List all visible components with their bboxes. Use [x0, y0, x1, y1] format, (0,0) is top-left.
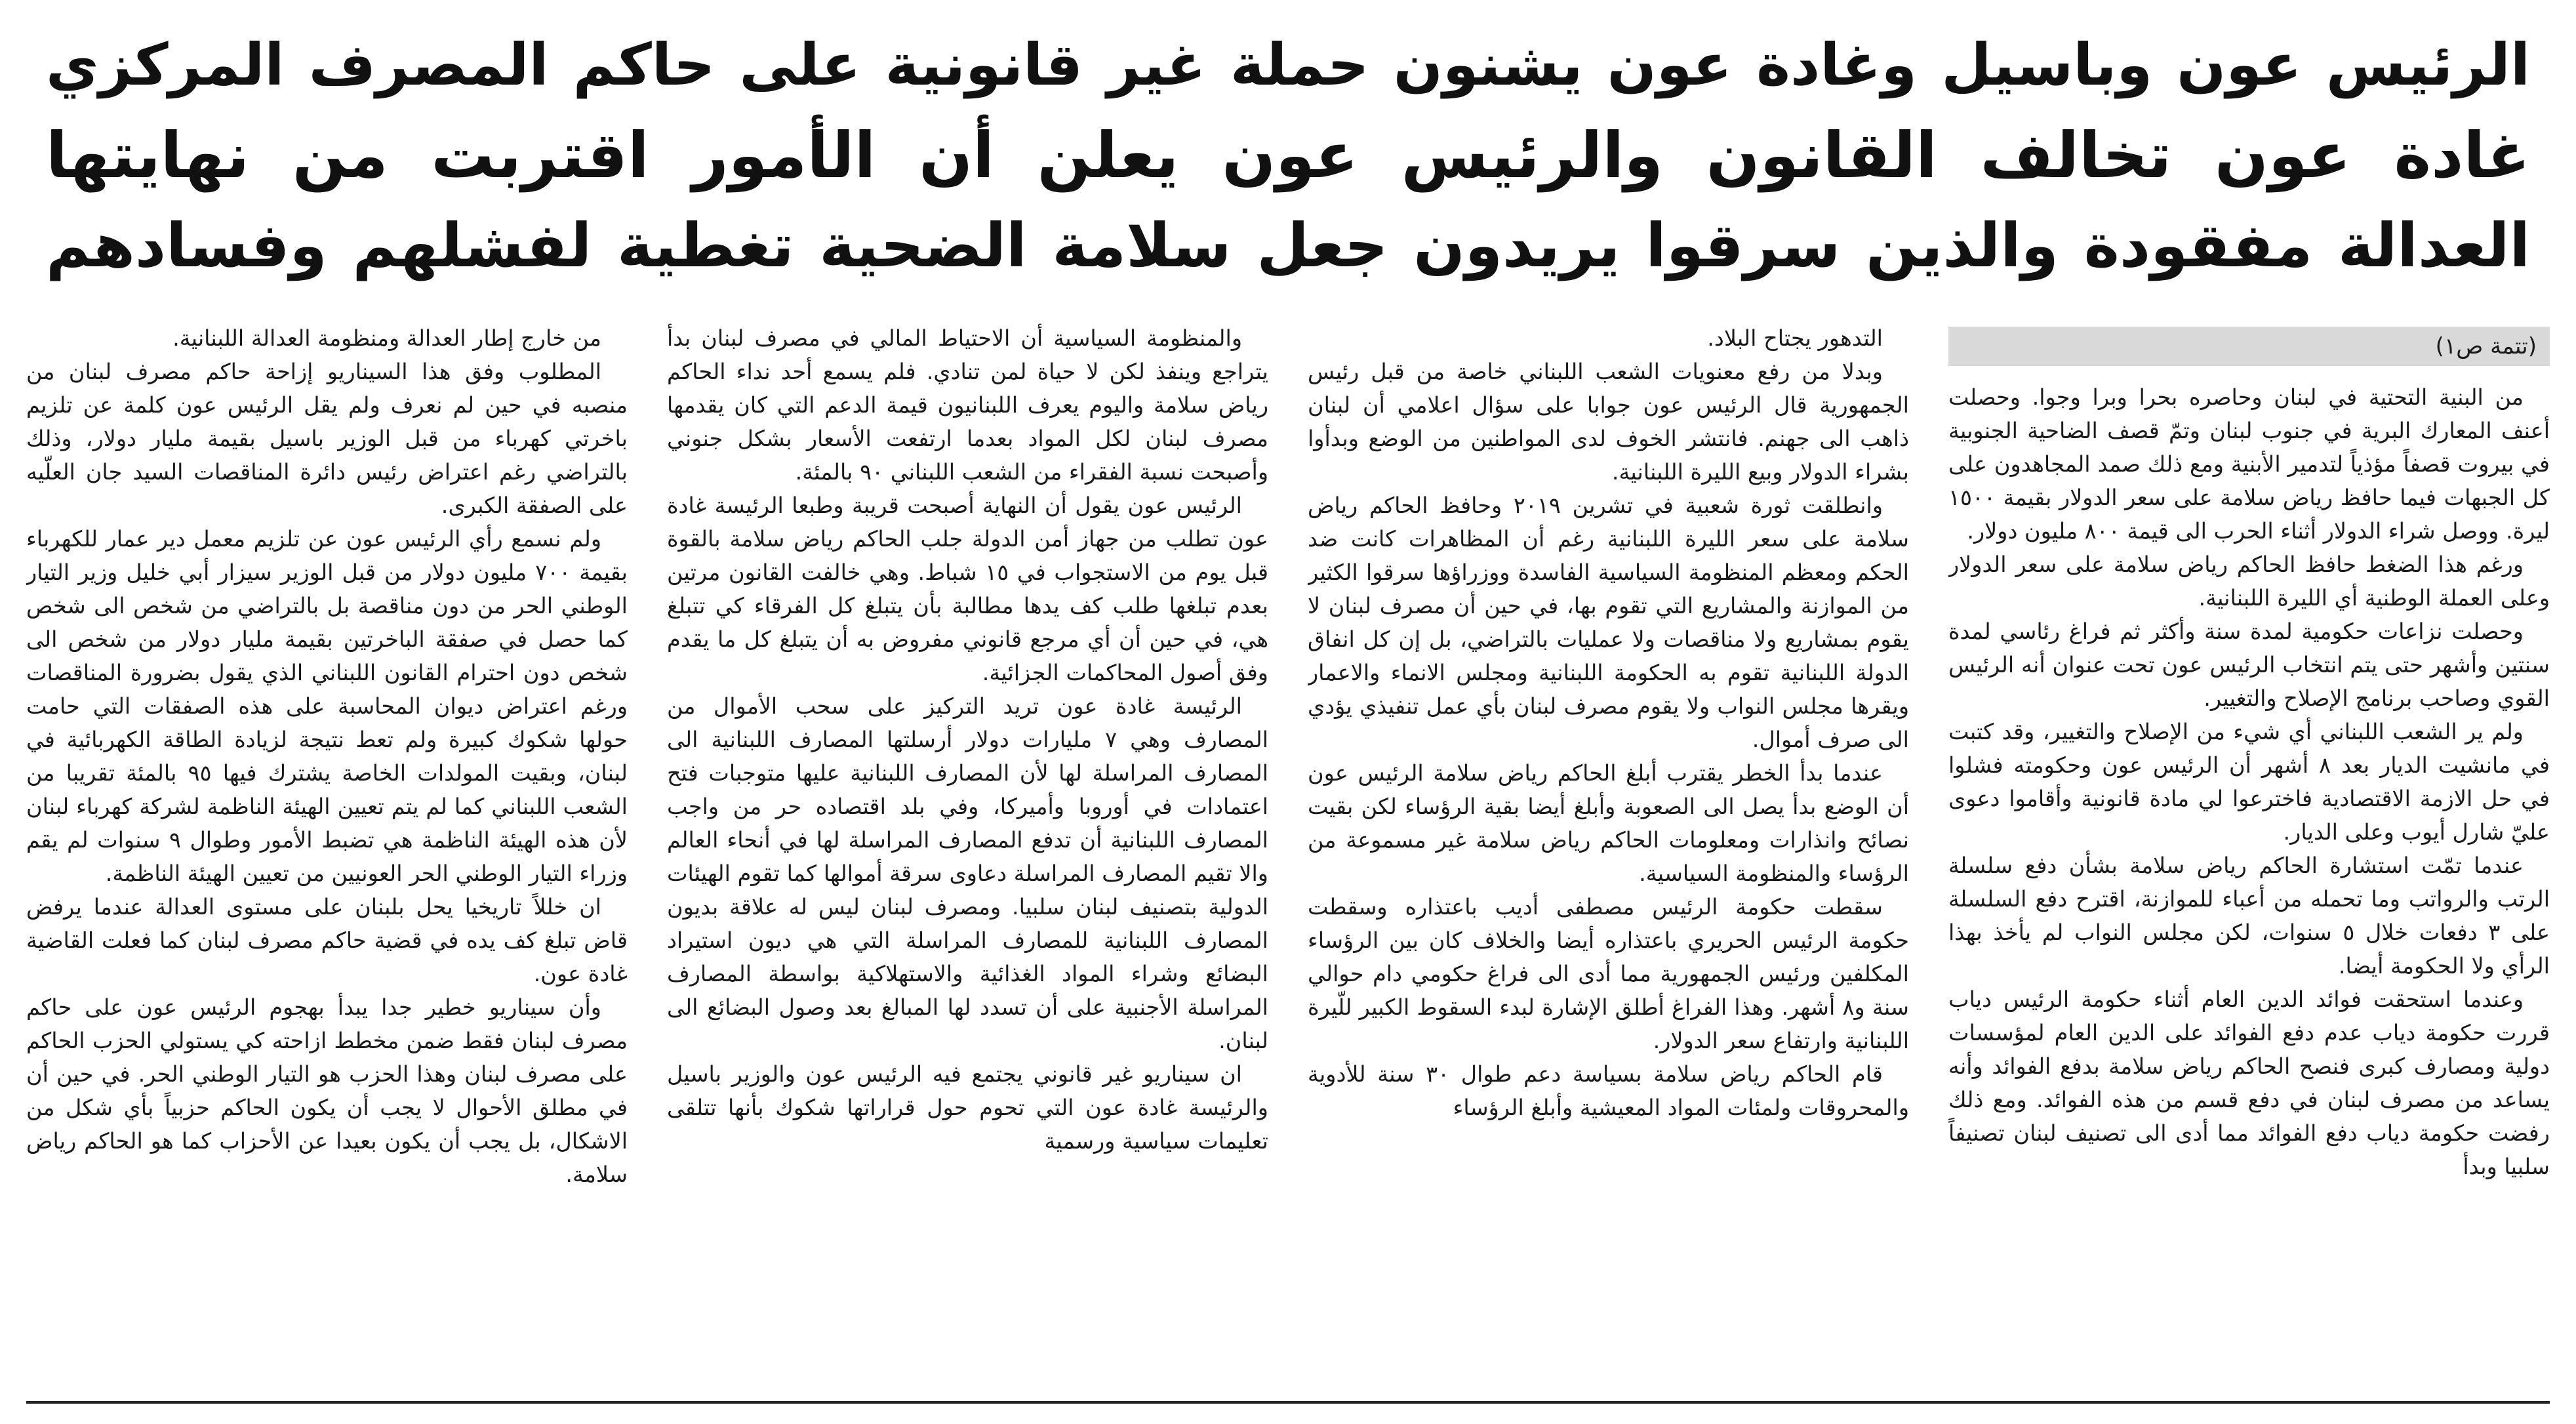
headline-line-2: غادة عون تخالف القانون والرئيس عون يعلن أن الأمور اقتربت من نهايتها [46, 119, 2530, 192]
paragraph: سقطت حكومة الرئيس مصطفى أديب باعتذاره وسقطت حكومة الرئيس الحريري باعتذاره أيضا والخلاف كان بين الرؤساء المكلفين ورئيس الجمهورية مما أدى الى فراغ حكومي دام حوالي سنة و٨ أشهر. وهذا الفراغ أطلق الإشارة لبدء السقوط الكبير للّيرة اللبنانية وارتفاع سعر الدولار. [1308, 894, 1909, 1053]
paragraph: قام الحاكم رياض سلامة بسياسة دعم طوال ٣٠ سنة للأدوية والمحروقات ولمئات المواد المعيشية وأبلغ الرؤساء [1308, 1061, 1909, 1120]
bottom-divider [26, 1401, 2550, 1404]
newspaper-page [26, 13, 2550, 1404]
article-column-3 [667, 321, 1268, 1404]
headline-line-3: العدالة مفقودة والذين سرقوا يريدون جعل سلامة الضحية تغطية لفشلهم وفسادهم [46, 211, 2530, 281]
headline-block [26, 13, 2550, 291]
paragraph: ان سيناريو غير قانوني يجتمع فيه الرئيس عون والوزير باسيل والرئيسة غادة عون التي تحوم حول قراراتها شكوك بأنها تتلقى تعليمات سياسية ورسمية [667, 1061, 1268, 1154]
paragraph: عندما بدأ الخطر يقترب أبلغ الحاكم رياض سلامة الرئيس عون أن الوضع بدأ يصل الى الصعوبة وأبلغ أيضا بقية الرؤساء لكن بقيت نصائح وانذارات ومعلومات الحاكم رياض سلامة غير مسموعة من الرؤساء والمنظومة السياسية. [1308, 760, 1909, 886]
paragraph: والمنظومة السياسية أن الاحتياط المالي في مصرف لبنان بدأ يتراجع وينفذ لكن لا حياة لمن تنادي. فلم يسمع أحد نداء الحاكم رياض سلامة واليوم يعرف اللبنانيون قيمة الدعم التي كان يقدمها مصرف لبنان لكل المواد بعدما ارتفعت الأسعار بشكل جنوني وأصبحت نسبة الفقراء من الشعب اللبناني ٩٠ بالمئة. [667, 325, 1268, 485]
paragraph: ولم نسمع رأي الرئيس عون عن تلزيم معمل دير عمار للكهرباء بقيمة ٧٠٠ مليون دولار من قبل الوزير سيزار أبي خليل وزير التيار الوطني الحر من دون مناقصة بل بالتراضي من شخص الى شخص كما حصل في صفقة الباخرتين بقيمة مليار دولار من شخص الى شخص دون احترام القانون اللبناني الذي يقول بضرورة المناقصات ورغم اعتراض ديوان المحاسبة على هذه الصفقات التي حامت حولها شكوك كبيرة ولم تعط نتيجة لزيادة الطاقة الكهربائية في لبنان، وبقيت المولدات الخاصة يشترك فيها ٩٥ بالمئة تقريبا من الشعب اللبناني كما لم يتم تعيين الهيئة الناظمة لشركة كهرباء لبنان لأن هذه الهيئة الناظمة هي تضبط الأمور وطوال ٩ سنوات لم يقم وزراء التيار الوطني الحر العونيين من تعيين الهيئة الناظمة. [26, 526, 628, 886]
paragraph: ورغم هذا الضغط حافظ الحاكم رياض سلامة على سعر الدولار وعلى العملة الوطنية أي الليرة اللبنانية. [1948, 552, 2550, 611]
paragraph: وبدلا من رفع معنويات الشعب اللبناني خاصة من قبل رئيس الجمهورية قال الرئيس عون جوابا على سؤال اعلامي أن لبنان ذاهب الى جهنم. فانتشر الخوف لدى المواطنين من الوضع وبدأوا بشراء الدولار وبيع الليرة اللبنانية. [1308, 359, 1909, 485]
article-column-4 [26, 321, 628, 1404]
paragraph: وأن سيناريو خطير جدا يبدأ بهجوم الرئيس عون على حاكم مصرف لبنان فقط ضمن مخطط ازاحته كي يستولي الحزب الحاكم على مصرف لبنان وهذا الحزب هو التيار الوطني الحر. في حين أن في مطلق الأحوال لا يجب أن يكون الحاكم حزبياً بأي شكل من الاشكال، بل يجب أن يكون بعيدا عن الأحزاب كما هو الحاكم رياض سلامة. [26, 994, 628, 1187]
headline-line-1: الرئيس عون وباسيل وغادة عون يشنون حملة غير قانونية على حاكم المصرف المركزي [46, 31, 2530, 98]
paragraph: وانطلقت ثورة شعبية في تشرين ٢٠١٩ وحافظ الحاكم رياض سلامة على سعر الليرة اللبنانية رغم أن المظاهرات كانت ضد الحكم ومعظم المنظومة السياسية الفاسدة ووزراؤها سرقوا الكثير من الموازنة والمشاريع التي تقوم بها، في حين أن مصرف لبنان لا يقوم بمشاريع ولا مناقصات ولا عمليات بالتراضي، بل إن كل انفاق الدولة اللبنانية تقوم به الحكومة اللبنانية ومجلس الانماء والاعمار ويقرها مجلس النواب ولا يقوم مصرف لبنان بأي عمل تنفيذي يؤدي الى صرف أموال. [1308, 493, 1909, 752]
paragraph: ان خللاً تاريخيا يحل بلبنان على مستوى العدالة عندما يرفض قاض تبلغ كف يده في قضية حاكم مصرف لبنان كما فعلت القاضية غادة عون. [26, 894, 628, 987]
article-columns [26, 321, 2550, 1404]
continued-from-label: (تتمة ص١) [1948, 327, 2550, 366]
paragraph: وحصلت نزاعات حكومية لمدة سنة وأكثر ثم فراغ رئاسي لمدة سنتين وأشهر حتى يتم انتخاب الرئيس عون تحت عنوان أنه الرئيس القوي وصاحب برنامج الإصلاح والتغيير. [1948, 619, 2550, 711]
article-column-2 [1308, 321, 1909, 1404]
paragraph: من البنية التحتية في لبنان وحاصره بحرا وبرا وجوا. وحصلت أعنف المعارك البرية في جنوب لبنان وتمّ قصف الضاحية الجنوبية في بيروت قصفاً مؤذياً لتدمير الأبنية ومع ذلك صمد المجاهدون على كل الجبهات فيما حافظ رياض سلامة على سعر الدولار بقيمة ١٥٠٠ ليرة. ووصل شراء الدولار أثناء الحرب الى قيمة ٨٠٠ مليون دولار. [1948, 384, 2550, 544]
paragraph: التدهور يجتاح البلاد. [1707, 325, 1883, 351]
paragraph: وعندما استحقت فوائد الدين العام أثناء حكومة الرئيس دياب قررت حكومة دياب عدم دفع الفوائد على الدين العام لمؤسسات دولية ومصارف كبرى فنصح الحاكم رياض سلامة بدفع الفوائد وأنه يساعد من مصرف لبنان في دفع قسم من هذه الفوائد. ومع ذلك رفضت حكومة دياب دفع الفوائد مما أدى الى تصنيف لبنان تصنيفاً سلبيا وبدأ [1948, 987, 2550, 1179]
paragraph: الرئيس عون يقول أن النهاية أصبحت قريبة وطبعا الرئيسة غادة عون تطلب من جهاز أمن الدولة جلب الحاكم رياض سلامة بالقوة قبل يوم من الاستجواب في ١٥ شباط. وهي خالفت القانون مرتين بعدم تبلغها طلب كف يدها مطالبة بأن يتبلغ كل الفرقاء كي تتبلغ هي، في حين أن أي مرجع قانوني مفروض به أن يتبلغ كل ما يقدم وفق أصول المحاكمات الجزائية. [667, 493, 1268, 685]
paragraph: المطلوب وفق هذا السيناريو إزاحة حاكم مصرف لبنان من منصبه في حين لم نعرف ولم يقل الرئيس عون كلمة عن تلزيم باخرتي كهرباء من قبل الوزير باسيل بقيمة مليار دولار، وذلك بالتراضي رغم اعتراض رئيس دائرة المناقصات السيد جان العلّيه على الصفقة الكبرى. [26, 359, 628, 518]
paragraph: عندما تمّت استشارة الحاكم رياض سلامة بشأن دفع سلسلة الرتب والرواتب وما تحمله من أعباء للموازنة، اقترح دفع السلسلة على ٣ دفعات خلال ٥ سنوات، لكن مجلس النواب لم يأخذ بهذا الرأي ولا الحكومة أيضا. [1948, 853, 2550, 979]
article-column-1 [1948, 321, 2550, 1404]
paragraph: من خارج إطار العدالة ومنظومة العدالة اللبنانية. [172, 325, 601, 351]
paragraph: ولم ير الشعب اللبناني أي شيء من الإصلاح والتغيير، وقد كتبت في مانشيت الديار بعد ٨ أشهر أن الرئيس عون وحكومته فشلوا في حل الازمة الاقتصادية فاخترعوا لي مادة قانونية وأقاموا دعوى عليّ شارل أيوب وعلى الديار. [1948, 719, 2550, 845]
paragraph: الرئيسة غادة عون تريد التركيز على سحب الأموال من المصارف وهي ٧ مليارات دولار أرسلتها المصارف اللبنانية الى المصارف المراسلة لها لأن المصارف اللبنانية عليها متوجبات فتح اعتمادات في أوروبا وأميركا، وفي بلد اقتصاده حر من واجب المصارف اللبنانية أن تدفع المصارف المراسلة لها في أنحاء العالم والا تقيم المصارف المراسلة دعاوى سرقة أموالها كما تقوم الهيئات الدولية بتصنيف لبنان سلبيا. ومصرف لبنان ليس له علاقة بديون المصارف اللبنانية للمصارف المراسلة التي هي ديون استيراد البضائع وشراء المواد الغذائية والاستهلاكية بواسطة المصارف المراسلة الأجنبية على أن تسدد لها المبالغ بعد وصول البضائع الى لبنان. [667, 693, 1268, 1053]
